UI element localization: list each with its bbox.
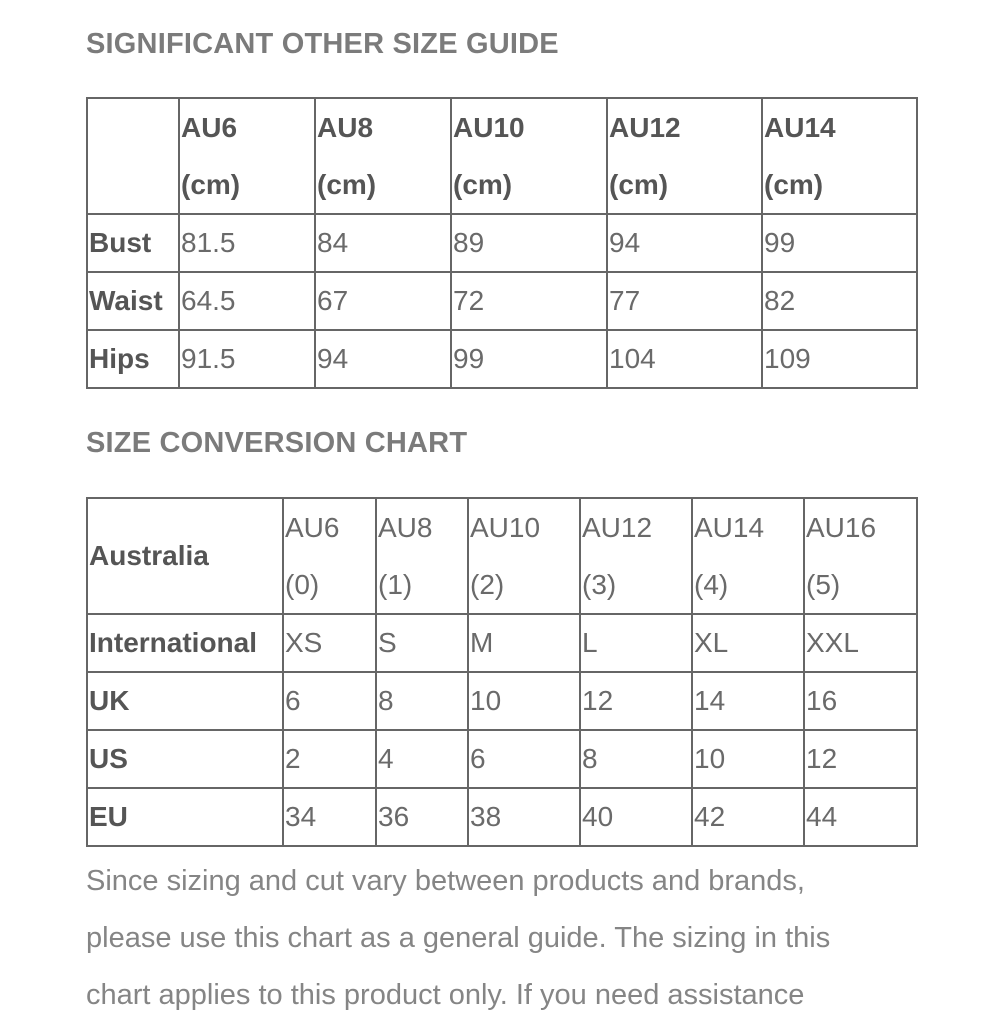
table-row [87,788,917,846]
size-guide-table [86,97,918,389]
table-cell: 94 [315,330,451,388]
column-header: AU10 (cm) [451,98,607,214]
table-cell: 72 [451,272,607,330]
table-cell: 34 [283,788,376,846]
row-label: Hips [87,330,179,388]
column-header: AU16 (5) [804,498,917,614]
table-cell: M [468,614,580,672]
table-cell: 6 [468,730,580,788]
row-label: US [87,730,283,788]
table-cell: 81.5 [179,214,315,272]
table-cell: 82 [762,272,917,330]
row-label: Australia [87,498,283,614]
conversion-chart-table [86,497,918,847]
size-guide-title: SIGNIFICANT OTHER SIZE GUIDE [86,28,559,60]
table-row [87,730,917,788]
table-cell: 42 [692,788,804,846]
table-cell: 4 [376,730,468,788]
table-cell: 6 [283,672,376,730]
table-cell: L [580,614,692,672]
table-cell: 44 [804,788,917,846]
table-cell: XL [692,614,804,672]
table-cell: 14 [692,672,804,730]
sizing-note-line: please use this chart as a general guide. The sizing in this [86,922,831,954]
row-label: Bust [87,214,179,272]
table-cell: 77 [607,272,762,330]
row-label: International [87,614,283,672]
table-cell: 38 [468,788,580,846]
conversion-chart-title: SIZE CONVERSION CHART [86,427,468,459]
corner-cell [87,98,179,214]
table-row [87,272,917,330]
column-header: AU10 (2) [468,498,580,614]
column-header: AU8 (cm) [315,98,451,214]
table-cell: 99 [451,330,607,388]
row-label: EU [87,788,283,846]
table-row [87,214,917,272]
column-header: AU14 (cm) [762,98,917,214]
table-cell: XS [283,614,376,672]
table-cell: 89 [451,214,607,272]
size-guide-header-row [87,98,917,214]
column-header: AU12 (3) [580,498,692,614]
table-cell: 12 [804,730,917,788]
table-cell: 36 [376,788,468,846]
table-cell: 67 [315,272,451,330]
conversion-header-row [87,498,917,614]
table-cell: XXL [804,614,917,672]
table-cell: 2 [283,730,376,788]
column-header: AU6 (cm) [179,98,315,214]
column-header: AU14 (4) [692,498,804,614]
table-cell: 8 [580,730,692,788]
table-row [87,614,917,672]
table-row [87,672,917,730]
table-cell: 8 [376,672,468,730]
table-cell: 109 [762,330,917,388]
table-cell: 10 [692,730,804,788]
sizing-note-line: Since sizing and cut vary between products and brands, [86,865,805,897]
table-cell: 40 [580,788,692,846]
sizing-note-line: chart applies to this product only. If you need assistance [86,979,805,1011]
table-row [87,330,917,388]
table-cell: 12 [580,672,692,730]
table-cell: 84 [315,214,451,272]
table-cell: 99 [762,214,917,272]
row-label: Waist [87,272,179,330]
row-label: UK [87,672,283,730]
table-cell: 104 [607,330,762,388]
table-cell: 16 [804,672,917,730]
table-cell: 91.5 [179,330,315,388]
column-header: AU6 (0) [283,498,376,614]
sizing-note [86,853,936,1024]
table-cell: S [376,614,468,672]
column-header: AU8 (1) [376,498,468,614]
table-cell: 94 [607,214,762,272]
table-cell: 10 [468,672,580,730]
table-cell: 64.5 [179,272,315,330]
column-header: AU12 (cm) [607,98,762,214]
